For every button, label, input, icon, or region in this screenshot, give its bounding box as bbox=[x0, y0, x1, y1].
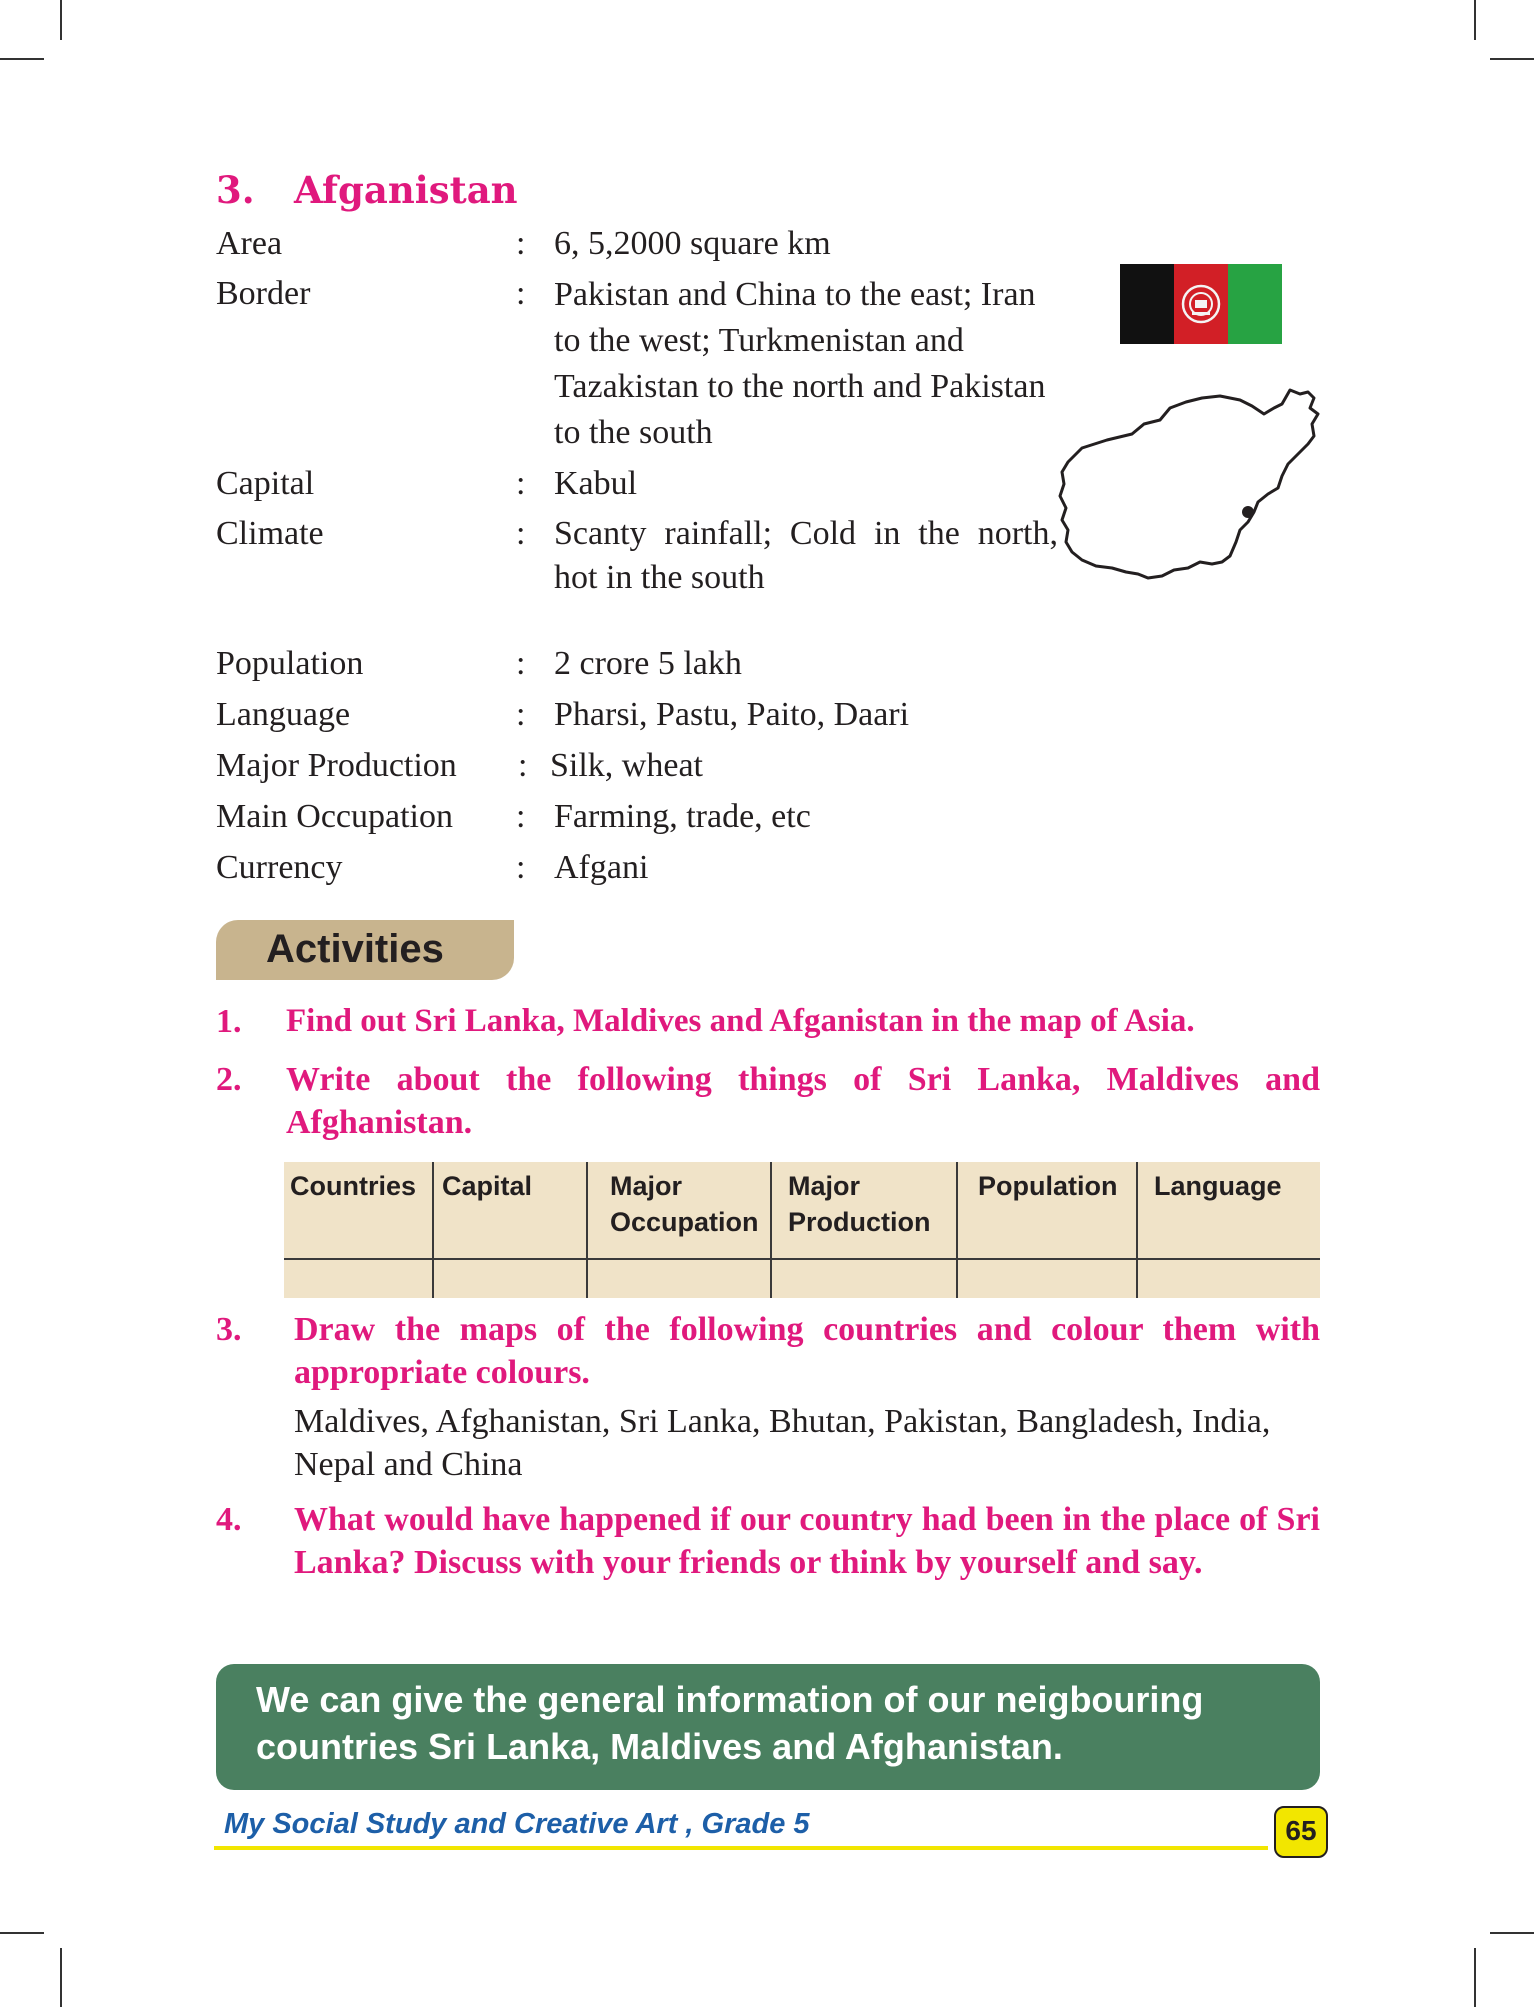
crop-mark bbox=[60, 0, 62, 40]
fact-label: Border bbox=[216, 275, 311, 312]
fact-label: Major Production bbox=[216, 747, 457, 784]
activity-text: Write about the following things of Sri Lanka, Maldives and Afghanistan. bbox=[286, 1061, 1320, 1141]
table-header-text: Capital bbox=[442, 1171, 533, 1201]
table-header-text: Major bbox=[788, 1171, 861, 1201]
activity-table bbox=[284, 1162, 1320, 1298]
page-number: 65 bbox=[1274, 1806, 1328, 1858]
crop-mark bbox=[1490, 58, 1534, 60]
fact-value: Kabul bbox=[554, 465, 638, 502]
activity-number: 1. bbox=[216, 1003, 242, 1040]
fact-value: Scanty rainfall; Cold in the north, hot in the south bbox=[554, 515, 1058, 596]
afghanistan-flag bbox=[1120, 264, 1282, 344]
fact-label: Climate bbox=[216, 515, 324, 552]
table-row-divider bbox=[284, 1258, 1320, 1260]
table-header-capital bbox=[436, 1162, 582, 1258]
fact-colon: : bbox=[516, 696, 526, 733]
summary-box bbox=[216, 1664, 1320, 1790]
section-number: 3. bbox=[216, 168, 255, 212]
activity-number: 2. bbox=[216, 1061, 242, 1098]
table-divider bbox=[956, 1162, 958, 1298]
crop-mark bbox=[1474, 0, 1476, 40]
fact-colon: : bbox=[516, 645, 526, 682]
crop-mark bbox=[1490, 1932, 1534, 1934]
fact-value: Pakistan and China to the east; Iran to the west; Turkmenistan and Tazakistan to the north and Pakistan to the south bbox=[554, 276, 1046, 451]
table-header-text: Population bbox=[978, 1171, 1118, 1201]
table-divider bbox=[1136, 1162, 1138, 1298]
table-header-text: Countries bbox=[290, 1171, 417, 1201]
fact-colon: : bbox=[516, 849, 526, 886]
fact-value: 6, 5,2000 square km bbox=[554, 225, 831, 262]
table-header-population bbox=[960, 1162, 1136, 1258]
table-divider bbox=[586, 1162, 588, 1298]
table-divider bbox=[770, 1162, 772, 1298]
crop-mark bbox=[60, 1948, 62, 2007]
section-heading bbox=[216, 168, 518, 212]
fact-value: 2 crore 5 lakh bbox=[554, 645, 742, 682]
activity-text: Find out Sri Lanka, Maldives and Afganistan in the map of Asia. bbox=[286, 1003, 1195, 1039]
activity-4 bbox=[216, 1498, 1320, 1630]
activity-2 bbox=[216, 1058, 1320, 1148]
activity-text: Draw the maps of the following countries and colour them with appropriate colours. bbox=[294, 1311, 1320, 1391]
crop-mark bbox=[1474, 1948, 1476, 2007]
fact-colon: : bbox=[516, 798, 526, 835]
activity-number: 4. bbox=[216, 1501, 242, 1538]
footer-book-title: My Social Study and Creative Art , Grade 5 bbox=[224, 1808, 810, 1840]
fact-colon: : bbox=[516, 515, 526, 552]
activities-heading: Activities bbox=[266, 927, 444, 971]
activities-tab bbox=[216, 920, 514, 980]
fact-value: Afgani bbox=[554, 849, 649, 886]
fact-colon: : bbox=[516, 465, 526, 502]
table-header-text: Language bbox=[1154, 1171, 1282, 1201]
fact-label: Area bbox=[216, 225, 283, 262]
fact-value: Pharsi, Pastu, Paito, Daari bbox=[554, 696, 910, 733]
table-header-text: Production bbox=[788, 1207, 931, 1237]
fact-colon: : bbox=[516, 275, 526, 312]
activity-text: What would have happened if our country had been in the place of Sri Lanka? Discuss with your friends or think by yourself and say. bbox=[294, 1501, 1320, 1581]
afghanistan-map bbox=[1052, 384, 1332, 604]
activity-3 bbox=[216, 1308, 1320, 1398]
fact-label: Population bbox=[216, 645, 364, 682]
fact-colon: : bbox=[518, 747, 528, 784]
footer-divider bbox=[214, 1846, 1268, 1850]
fact-label: Currency bbox=[216, 849, 343, 886]
activity-number: 3. bbox=[216, 1311, 242, 1348]
fact-value: Farming, trade, etc bbox=[554, 798, 811, 835]
table-header-countries bbox=[284, 1162, 430, 1258]
fact-value: Silk, wheat bbox=[550, 747, 703, 784]
table-header-language bbox=[1140, 1162, 1316, 1258]
fact-colon: : bbox=[516, 225, 526, 262]
activity-3-country-list: Maldives, Afghanistan, Sri Lanka, Bhutan, Pakistan, Bangladesh, India, Nepal and China bbox=[294, 1403, 1271, 1483]
fact-label: Capital bbox=[216, 465, 315, 502]
table-divider bbox=[432, 1162, 434, 1298]
fact-label: Main Occupation bbox=[216, 798, 453, 835]
table-header-text: Major bbox=[610, 1171, 683, 1201]
table-header-major-production bbox=[774, 1162, 950, 1258]
summary-text: We can give the general information of our neigbouring countries Sri Lanka, Maldives and Afghanistan. bbox=[256, 1679, 1204, 1767]
crop-mark bbox=[0, 58, 44, 60]
section-title: Afganistan bbox=[294, 168, 518, 212]
fact-label: Language bbox=[216, 696, 351, 733]
crop-mark bbox=[0, 1932, 44, 1934]
activity-1 bbox=[216, 1000, 1320, 1044]
table-header-major-occupation bbox=[590, 1162, 766, 1258]
table-header-text: Occupation bbox=[610, 1207, 759, 1237]
